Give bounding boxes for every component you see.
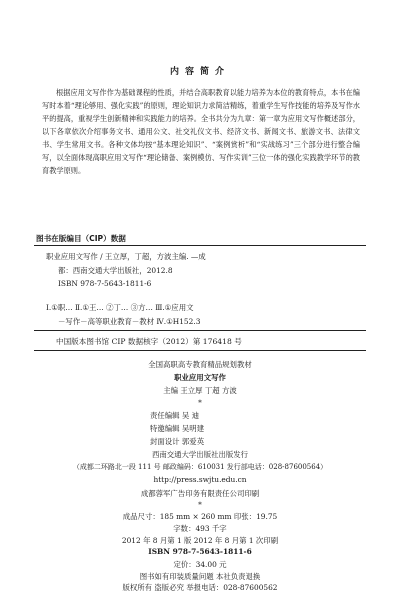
price: 定价：34.00 元: [173, 560, 227, 569]
summary-paragraph: 根据应用文写作作为基础课程的性质，并结合高职教育以能力培养为本位的教育特点，本书在编写时本着“理论够用、强化实践”的原则，理论知识力求简洁精练，着重学生写作技能的培养及写作水平的提高，重视学生创新精神和实践能力的培养。全书共分为九章：第一章为应用文写作概述部分，以下各章依次介绍事务文书、通用公文、社交礼仪文书、经济文书、新闻文书、旅游文书、法律文书、学生常用文书。各种文体均按“基本理论知识”、“案例赏析”和“实战练习”三个部分进行整合编写，以全面体现高职应用文写作“理论储备、案例模仿、写作实训”三位一体的强化实践教学环节的教育教学原则。: [42, 88, 360, 175]
cip-line: －写作－高等职业教育－教材 Ⅳ.①H152.3: [58, 317, 201, 326]
cip-bottom-rule: [34, 350, 366, 351]
cip-record: 中国版本图书馆 CIP 数据核字（2012）第 176418 号: [56, 337, 242, 346]
notice-copyright: 版权所有 盗版必究 举报电话：028-87600562: [122, 583, 278, 592]
publisher-url: http://press.swjtu.edu.cn: [153, 475, 247, 484]
isbn: ISBN 978-7-5643-1811-6: [148, 547, 252, 556]
printer: 成都蓉军广告印务有限责任公司印刷: [140, 489, 260, 498]
summary-heading: 内容简介: [169, 67, 230, 77]
editors: 主编 王立厚 丁超 方波: [163, 386, 237, 395]
separator-star: *: [198, 500, 202, 509]
notice-quality: 图书如有印装质量问题 本社负责退换: [139, 572, 261, 581]
cip-top-rule: [34, 245, 366, 246]
separator-star: *: [198, 398, 202, 407]
summary-body: [42, 86, 360, 177]
cip-title: 图书在版编目（CIP）数据: [36, 234, 126, 243]
publisher: 西南交通大学出版社出版发行: [151, 450, 249, 459]
edition-info: 2012 年 8 月第 1 版 2012 年 8 月第 1 次印刷: [121, 536, 279, 545]
book-title: 职业应用文写作: [174, 373, 226, 382]
cip-middle-rule: [34, 330, 366, 331]
word-count: 字数：493 千字: [173, 524, 227, 533]
credit-cover-design: 封面设计 郭爱英: [150, 437, 205, 446]
cip-line: 职业应用文写作 / 王立厚，丁超，方波主编. —成: [46, 252, 206, 261]
credit-responsible-editor: 责任编辑 吴 迪: [150, 411, 200, 420]
credit-guest-editor: 特邀编辑 吴明建: [150, 424, 205, 433]
cip-line: 都：西南交通大学出版社，2012.8: [58, 266, 173, 275]
publisher-address: （成都二环路北一段 111 号 邮政编码：610031 发行部电话：028-87600564）: [72, 463, 328, 471]
book-size: 成品尺寸：185 mm × 260 mm 印张：19.75: [122, 512, 278, 521]
series-name: 全国高职高专教育精品规划教材: [148, 360, 252, 369]
cip-line: Ⅰ.①职… Ⅱ.①王… ②丁… ③方… Ⅲ.①应用文: [46, 303, 194, 312]
cip-line: ISBN 978-7-5643-1811-6: [58, 279, 152, 288]
